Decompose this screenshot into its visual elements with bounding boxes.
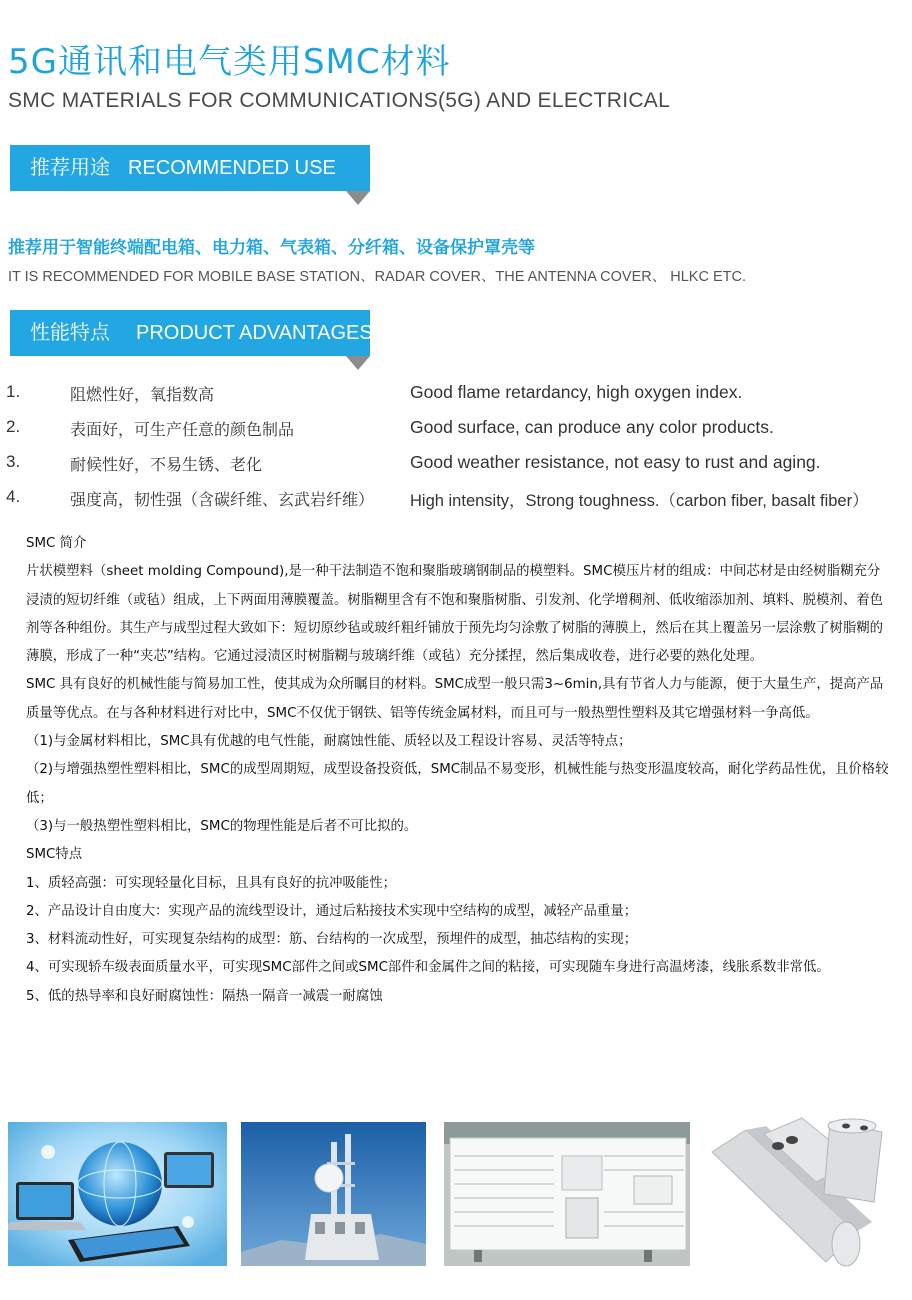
- smc-feature-3: 3、材料流动性好，可实现复杂结构的成型：筋、台结构的一次成型，预埋件的成型，抽芯结构的实现；: [26, 932, 638, 948]
- communications-devices-image: [8, 1122, 227, 1266]
- page-subtitle: SMC MATERIALS FOR COMMUNICATIONS(5G) AND ELECTRICAL: [8, 89, 671, 112]
- smc-intro-paragraph: 片状模塑料（sheet molding Compound),是一种干法制造不饱和聚脂玻璃钢制品的模塑料。SMC模压片材的组成：中间芯材是由经树脂糊充分浸渍的短切纤维（或毡）组成，上下两面用薄膜覆盖。树脂糊里含有不饱和聚脂树脂、引发剂、化学增稠剂、低收缩添加剂、填料、脱模剂、着色剂等各种组份。其生产与成型过程大致如下：短切原纱毡或玻纤粗纤铺放于预先均匀涂敷了树脂的薄膜上，然后在其上覆盖另一层涂敷了树脂糊的薄膜，形成了一种“夹芯”结构。它通过浸渍区时树脂糊与玻璃纤维（或毡）充分揉捏，然后集成收卷，进行必要的熟化处理。: [26, 564, 883, 665]
- recommended-use-banner: [10, 145, 370, 191]
- smc-properties-paragraph: SMC 具有良好的机械性能与简易加工性，使其成为众所瞩目的材料。SMC成型一般只需3~6min,具有节省人力与能源，便于大量生产，提高产品质量等优点。在与各种材料进行对比中，SMC不仅优于钢铁、铝等传统金属材料，而且可与一般热塑性塑料及其它增强材料一争高低。: [26, 677, 884, 721]
- recommended-use-text-en: IT IS RECOMMENDED FOR MOBILE BASE STATION、RADAR COVER、THE ANTENNA COVER、 HLKC ETC.: [8, 269, 746, 285]
- advantage-text-cn: 阻燃性好，氧指数高: [70, 385, 215, 404]
- radar-tower-image: [241, 1122, 426, 1266]
- advantage-text-cn: 表面好，可生产任意的颜色制品: [70, 420, 295, 439]
- advantage-text-cn: 耐候性好，不易生锈、老化: [70, 455, 263, 474]
- smc-description: [26, 530, 892, 1011]
- smc-comparison-1: （1)与金属材料相比，SMC具有优越的电气性能，耐腐蚀性能、质轻以及工程设计容易、灵活等特点；: [26, 734, 632, 750]
- advantage-text-en: Good surface, can produce any color products.: [410, 417, 774, 437]
- advantage-number: 2.: [6, 417, 21, 436]
- banner-arrow-icon: [346, 191, 370, 205]
- page-title: 5G通讯和电气类用SMC材料: [8, 42, 451, 82]
- smc-feature-2: 2、产品设计自由度大：实现产品的流线型设计，通过后粘接技术实现中空结构的成型，减轻产品重量；: [26, 903, 638, 919]
- smc-feature-4: 4、可实现轿车级表面质量水平，可实现SMC部件之间或SMC部件和金属件之间的粘接，可实现随车身进行高温烤漆，线胀系数非常低。: [26, 960, 830, 976]
- advantage-text-cn: 强度高，韧性强（含碳纤维、玄武岩纤维）: [70, 490, 375, 509]
- smc-feature-5: 5、低的热导率和良好耐腐蚀性：隔热一隔音一减震一耐腐蚀: [26, 988, 383, 1004]
- product-advantages-banner-en: PRODUCT ADVANTAGES: [136, 322, 373, 344]
- advantage-item: [0, 487, 912, 522]
- smc-features-heading: SMC特点: [26, 847, 83, 863]
- advantage-text-en: Good flame retardancy, high oxygen index.: [410, 382, 743, 402]
- recommended-use-banner-en: RECOMMENDED USE: [128, 157, 336, 179]
- smc-enclosure-parts-image: [706, 1112, 896, 1272]
- product-advantages-banner: [10, 310, 373, 356]
- advantage-number: 4.: [6, 487, 21, 506]
- advantage-number: 1.: [6, 382, 21, 401]
- smc-feature-1: 1、质轻高强：可实现轻量化目标，且具有良好的抗冲吸能性；: [26, 875, 397, 891]
- advantage-text-en: High intensity，Strong toughness.（carbon fiber, basalt fiber）: [410, 492, 869, 510]
- smc-comparison-2: （2)与增强热塑性塑料相比，SMC的成型周期短，成型设备投资低，SMC制品不易变形，机械性能与热变形温度较高，耐化学药品性优，且价格较低；: [26, 762, 889, 806]
- banner-arrow-icon: [346, 356, 370, 370]
- advantage-item: [0, 417, 912, 452]
- equipment-cabinet-image: [444, 1122, 690, 1266]
- advantage-item: [0, 382, 912, 417]
- recommended-use-banner-cn: 推荐用途: [30, 157, 110, 179]
- product-advantages-banner-cn: 性能特点: [30, 322, 110, 344]
- advantage-text-en: Good weather resistance, not easy to rust and aging.: [410, 452, 821, 472]
- advantage-number: 3.: [6, 452, 21, 471]
- recommended-use-text-cn: 推荐用于智能终端配电箱、电力箱、气表箱、分纤箱、设备保护罩壳等: [8, 238, 535, 258]
- smc-intro-heading: SMC 简介: [26, 536, 87, 551]
- smc-comparison-3: （3)与一般热塑性塑料相比，SMC的物理性能是后者不可比拟的。: [26, 818, 418, 834]
- advantage-item: [0, 452, 912, 487]
